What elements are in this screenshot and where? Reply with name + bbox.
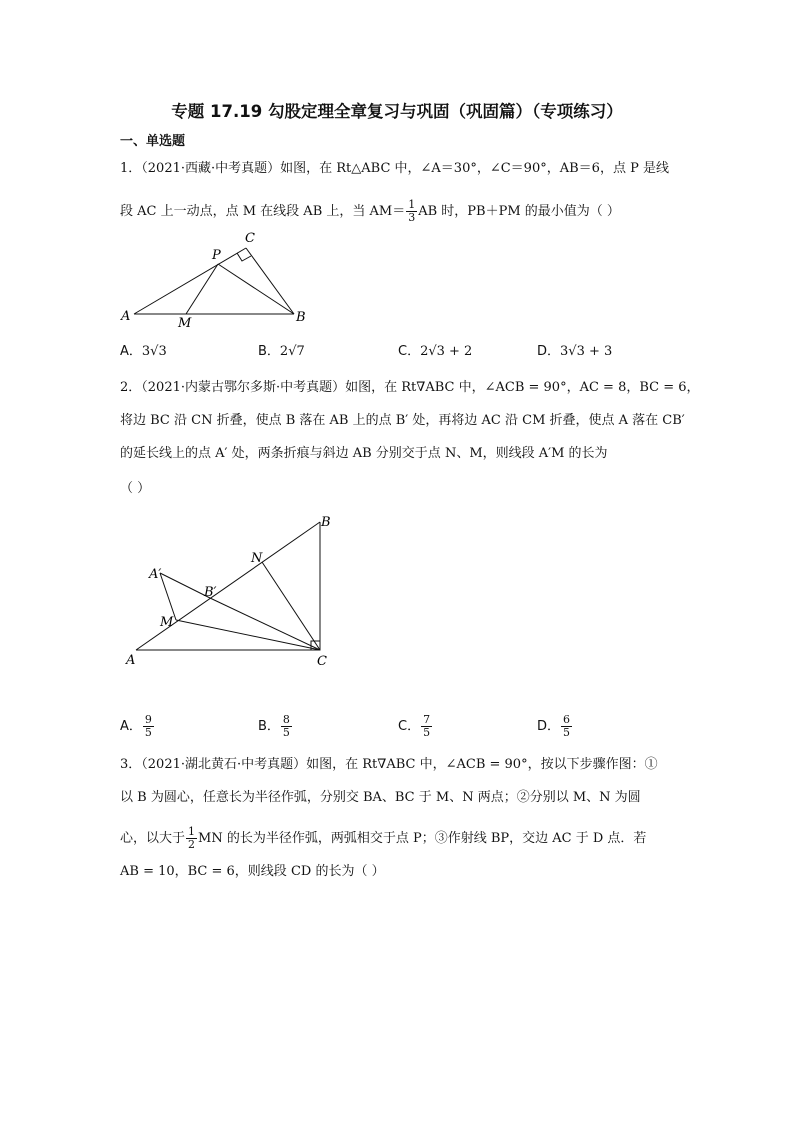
q2-option-a-fraction bbox=[143, 714, 154, 739]
q1-right-angle-mark bbox=[237, 253, 251, 261]
q2-option-a-den: 5 bbox=[144, 726, 152, 739]
q1-side-cb bbox=[246, 248, 294, 314]
q2-option-a-num: 9 bbox=[144, 713, 152, 726]
q2-label-b: B bbox=[321, 515, 331, 530]
q2-option-c-num: 7 bbox=[423, 713, 431, 726]
q2-fold-cm bbox=[176, 620, 320, 650]
q2-stem-line1: 2．（2021·内蒙古鄂尔多斯·中考真题）如图，在 Rt∇ABC 中，∠ACB = 90°，AC = 8，BC = 6， bbox=[120, 380, 700, 395]
q1-option-c bbox=[398, 344, 472, 360]
q2-label-a-prime: A′ bbox=[149, 567, 162, 582]
q2-stem-line3: 的延长线上的点 A′ 处，两条折痕与斜边 AB 分别交于点 N、M，则线段 A′M 的长为 bbox=[120, 446, 608, 461]
q2-stem-line2: 将边 BC 沿 CN 折叠，使点 B 落在 AB 上的点 B′ 处，再将边 AC 沿 CM 折叠，使点 A 落在 CB′ bbox=[120, 413, 685, 428]
section-heading: 一、单选题 bbox=[120, 134, 186, 149]
q1-stem-line1: 1．（2021·西藏·中考真题）如图，在 Rt△ABC 中，∠A＝30°，∠C＝90°，AB＝6，点 P 是线 bbox=[120, 161, 669, 176]
q1-stem-part-a: 段 AC 上一动点，点 M 在线段 AB 上，当 AM＝ bbox=[120, 204, 406, 219]
q1-label-c: C bbox=[245, 231, 255, 246]
q3-stem-line1: 3．（2021·湖北黄石·中考真题）如图，在 Rt∇ABC 中，∠ACB = 90°，按以下步骤作图：① bbox=[120, 757, 658, 772]
q1-label-a: A bbox=[121, 309, 131, 324]
q1-option-c-value: 2√3 + 2 bbox=[420, 344, 473, 359]
q1-option-b-label: B． bbox=[258, 344, 280, 359]
q2-option-b-den: 5 bbox=[282, 726, 290, 739]
q2-option-c-den: 5 bbox=[423, 726, 431, 739]
q2-label-n: N bbox=[251, 551, 263, 566]
q2-label-c: C bbox=[317, 654, 327, 669]
q1-option-c-label: C． bbox=[398, 344, 421, 359]
q2-segment-cb1 bbox=[210, 598, 320, 650]
page-title: 专题 17.19 勾股定理全章复习与巩固（巩固篇）（专项练习） bbox=[171, 102, 623, 121]
q1-option-a-value: 3√3 bbox=[141, 344, 167, 359]
q2-option-b bbox=[258, 714, 293, 739]
q1-label-m: M bbox=[178, 316, 192, 331]
q1-label-b: B bbox=[296, 310, 306, 325]
q3-stem-part-a: 心，以大于 bbox=[120, 831, 186, 846]
q1-option-a bbox=[120, 344, 167, 360]
q1-option-d-label: D． bbox=[537, 344, 561, 359]
q1-option-b-value: 2√7 bbox=[279, 344, 305, 359]
q3-stem-line4: AB = 10，BC = 6，则线段 CD 的长为（ ） bbox=[120, 864, 385, 879]
q3-frac-den: 2 bbox=[188, 838, 196, 851]
q1-option-a-label: A． bbox=[120, 344, 142, 359]
q2-option-c-label: C． bbox=[398, 719, 421, 734]
q1-frac-den: 3 bbox=[408, 211, 416, 224]
q1-fraction bbox=[406, 199, 417, 224]
q2-option-d-den: 5 bbox=[563, 726, 571, 739]
q1-option-b bbox=[258, 344, 305, 360]
q2-option-c bbox=[398, 714, 433, 739]
q1-stem-line2 bbox=[120, 199, 620, 224]
q1-figure bbox=[118, 228, 318, 332]
q2-option-b-num: 8 bbox=[282, 713, 290, 726]
q2-option-d-num: 6 bbox=[563, 713, 571, 726]
q1-option-d bbox=[537, 344, 612, 360]
q2-label-a: A bbox=[126, 653, 136, 668]
q3-stem-line3 bbox=[120, 826, 646, 851]
q3-fraction bbox=[186, 826, 197, 851]
q2-option-d-fraction bbox=[561, 714, 572, 739]
q2-option-a-label: A． bbox=[120, 719, 142, 734]
q2-option-b-label: B． bbox=[258, 719, 280, 734]
q1-segment-pm bbox=[186, 264, 218, 314]
q2-option-d bbox=[537, 714, 573, 739]
q2-option-a bbox=[120, 714, 155, 739]
q2-label-b-prime: B′ bbox=[204, 585, 217, 600]
q1-label-p: P bbox=[212, 248, 221, 263]
q2-option-d-label: D． bbox=[537, 719, 561, 734]
q2-label-m: M bbox=[160, 615, 174, 630]
q1-frac-num: 1 bbox=[408, 198, 416, 211]
q2-figure bbox=[120, 510, 340, 672]
q3-frac-num: 1 bbox=[188, 825, 196, 838]
q1-option-d-value: 3√3 + 3 bbox=[560, 344, 613, 359]
q2-option-c-fraction bbox=[421, 714, 432, 739]
q3-stem-line2: 以 B 为圆心，任意长为半径作弧，分别交 BA、BC 于 M、N 两点；②分别以 M、N 为圆 bbox=[120, 790, 641, 805]
q2-stem-line4: （ ） bbox=[120, 481, 151, 496]
q1-side-ac bbox=[134, 248, 246, 314]
q1-stem-part-b: AB 时，PB＋PM 的最小值为（ ） bbox=[418, 204, 620, 219]
q2-option-b-fraction bbox=[281, 714, 292, 739]
q3-stem-part-b: MN 的长为半径作弧，两弧相交于点 P；③作射线 BP，交边 AC 于 D 点．若 bbox=[198, 831, 647, 846]
q1-segment-pb bbox=[218, 264, 294, 314]
